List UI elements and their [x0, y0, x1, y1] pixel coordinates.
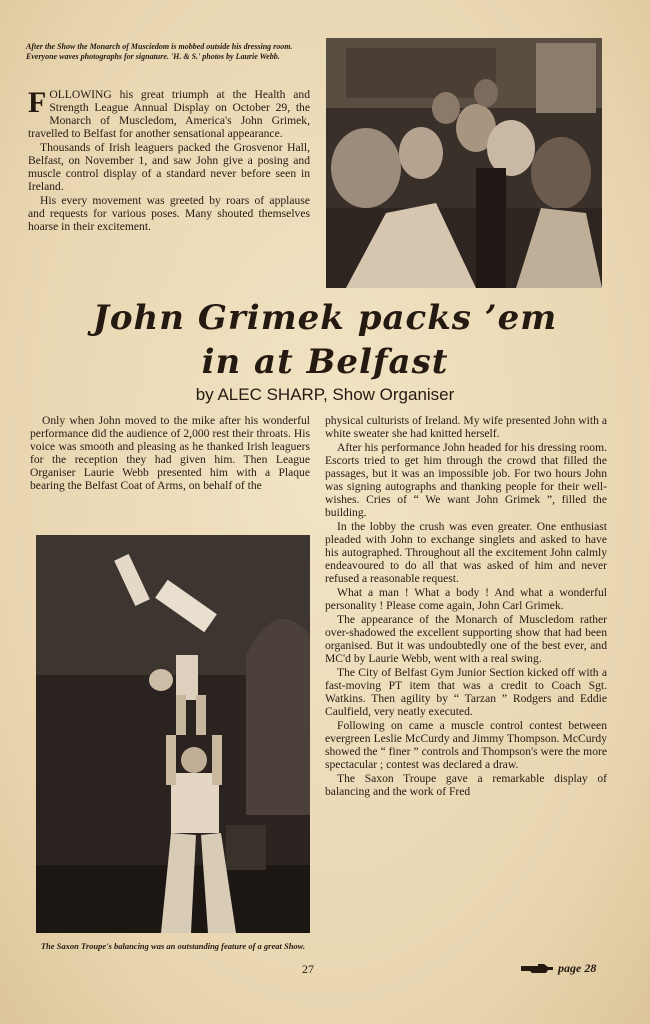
paragraph: What a man ! What a body ! And what a wonderful personality ! Please come again, John Carl Grimek. [325, 586, 607, 612]
continued-on [520, 961, 596, 976]
byline: by ALEC SHARP, Show Organiser [195, 385, 455, 404]
intro-paragraph: FOLLOWING his great triumph at the Health and Strength League Annual Display on October 29, the Monarch of Muscledom, America's John Grimek, travelled to Belfast for another sensational appearance. [28, 86, 310, 140]
article-headline [40, 296, 610, 384]
paragraph: After his performance John headed for his dressing room. Escorts tried to get him through the crowd that filled the passages, but it was an impossible job. For two hours John was signing autographs and thanking people for their well-wishes. Cries of “ We want John Grimek ”, filled the building. [325, 441, 607, 519]
paragraph: The City of Belfast Gym Junior Section kicked off with a fast-moving PT item that was a credit to Coach Sgt. Watkins. Then agility by “ Tarzan ” Rodgers and Eddie Caulfield, very neatly executed. [325, 666, 607, 718]
crowd-photo [326, 38, 602, 288]
paragraph: Only when John moved to the mike after his wonderful performance did the audience of 2,000 rest their throats. His voice was smooth and pleasing as he thanked Irish leaguers for the reception they had given him. Then League Organiser Laurie Webb presented him with a Plaque bearing the Belfast Coat of Arms, on behalf of the [30, 414, 310, 492]
paragraph: physical culturists of Ireland. My wife presented John with a white sweater she had knitted herself. [325, 414, 607, 440]
intro-text [28, 88, 310, 234]
pointing-hand-icon [520, 963, 554, 975]
continued-page-label: page 28 [558, 961, 597, 975]
bottom-photo-caption: The Saxon Troupe's balancing was an outstanding feature of a great Show. [40, 941, 306, 951]
paragraph: The appearance of the Monarch of Muscledom rather over-shadowed the excellent supporting show that had been organised. But it was undoubtedly one of the best ever, and MC'd by Laurie Webb, went with a real swing. [325, 613, 607, 665]
balancing-photo [36, 535, 310, 933]
intro-paragraph: His every movement was greeted by roars of applause and requests for various poses. Many shouted themselves hoarse in their excitement. [28, 194, 310, 233]
headline-line-2: in at Belfast [201, 342, 449, 382]
page-number: 27 [302, 962, 314, 976]
left-column [30, 414, 310, 493]
paragraph: Following on came a muscle control contest between evergreen Leslie McCurdy and Jimmy Thompson. McCurdy showed the “ finer ” controls and Thompson's were the more spectacular ; contest was declared a draw. [325, 719, 607, 771]
headline-line-1: John Grimek packs ’em [92, 298, 558, 338]
right-column [325, 414, 607, 799]
paragraph: In the lobby the crush was even greater. One enthusiast pleaded with John to exchange singlets and asked to have his autographed. Throughout all the excitement John calmly endeavoured to do all that was asked of him and never refused a reasonable request. [325, 520, 607, 585]
drop-cap: F [28, 86, 47, 119]
paragraph: The Saxon Troupe gave a remarkable display of balancing and the work of Fred [325, 772, 607, 798]
top-photo-caption: After the Show the Monarch of Musciedom is mobbed outside his dressing room. Everyone waves photographs for signature. 'H. & S.' photos by Laurie Webb. [26, 42, 293, 61]
intro-paragraph: Thousands of Irish leaguers packed the Grosvenor Hall, Belfast, on November 1, and saw John give a posing and muscle control display of a standard never before seen in Ireland. [28, 141, 310, 193]
